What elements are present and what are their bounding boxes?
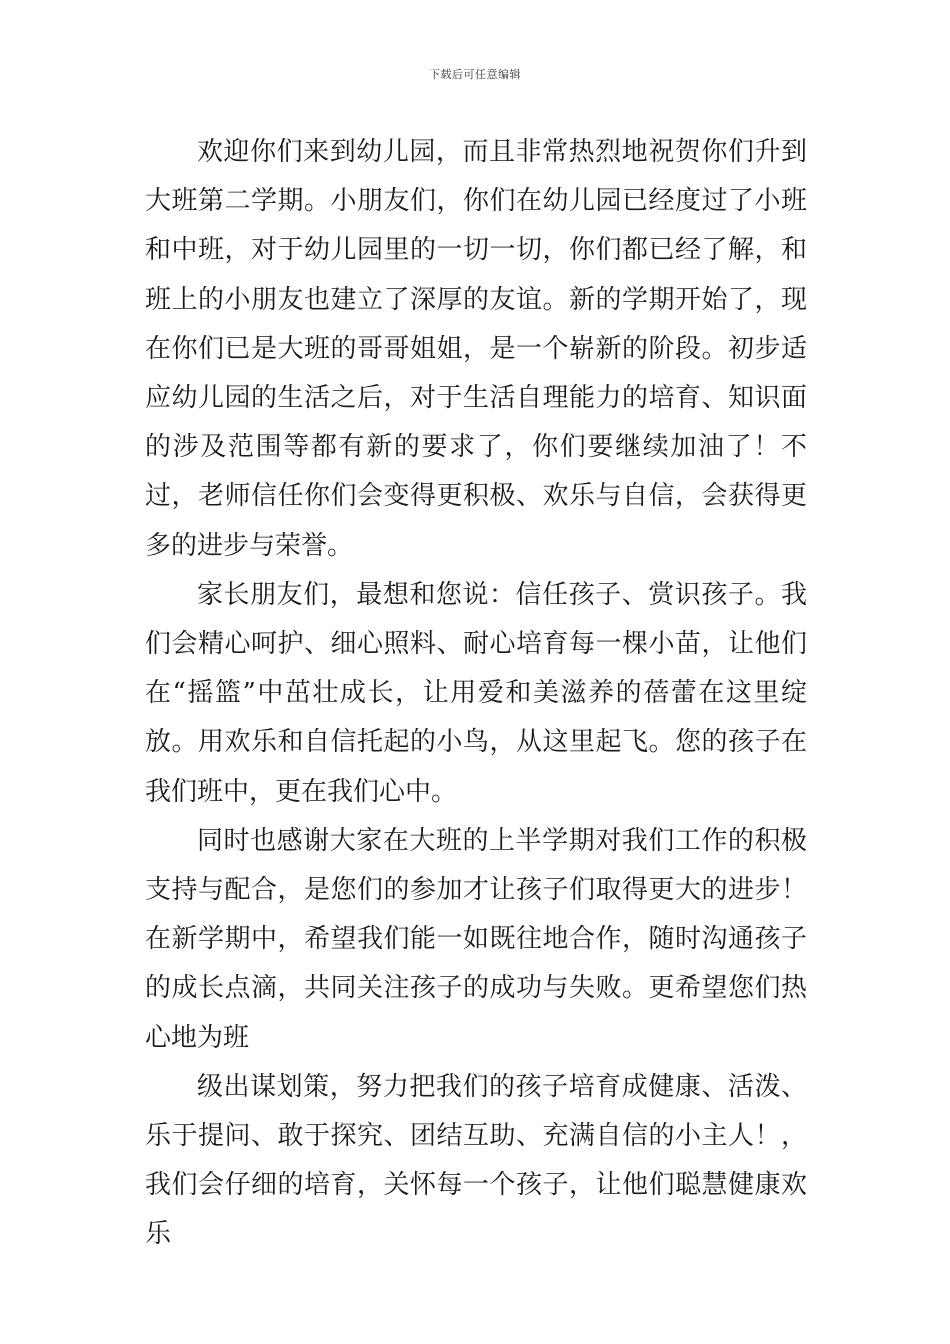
paragraph-continuation: 级出谋划策，努力把我们的孩子培育成健康、活泼、乐于提问、敢于探究、团结互助、充满自信的小主人！，我们会仔细的培育，关怀每一个孩子，让他们聪慧健康欢乐 — [145, 1071, 807, 1250]
paragraph-parents-message: 家长朋友们，最想和您说：信任孩子、赏识孩子。我们会精心呵护、细心照料、耐心培育每一棵小苗，让他们在“摇篮”中茁壮成长，让用爱和美滋养的蓓蕾在这里绽放。用欢乐和自信托起的小鸟，从这里起飞。您的孩子在我们班中，更在我们心中。 — [145, 579, 807, 807]
page-header-note: 下载后可任意编辑 — [429, 68, 521, 81]
paragraph-welcome-children: 欢迎你们来到幼儿园，而且非常热烈地祝贺你们升到大班第二学期。小朋友们，你们在幼儿园已经度过了小班和中班，对于幼儿园里的一切一切，你们都已经了解，和班上的小朋友也建立了深厚的友谊。新的学期开始了，现在你们已是大班的哥哥姐姐，是一个崭新的阶段。初步适应幼儿园的生活之后，对于生活自理能力的培育、知识面的涉及范围等都有新的要求了，你们要继续加油了！不过，老师信任你们会变得更积极、欢乐与自信，会获得更多的进步与荣誉。 — [145, 137, 807, 561]
paragraph-thanks: 同时也感谢大家在大班的上半学期对我们工作的积极支持与配合，是您们的参加才让孩子们取得更大的进步！在新学期中，希望我们能一如既往地合作，随时沟通孩子的成长点滴，共同关注孩子的成功与失败。更希望您们热心地为班 — [145, 825, 807, 1053]
document-body — [145, 128, 807, 1260]
